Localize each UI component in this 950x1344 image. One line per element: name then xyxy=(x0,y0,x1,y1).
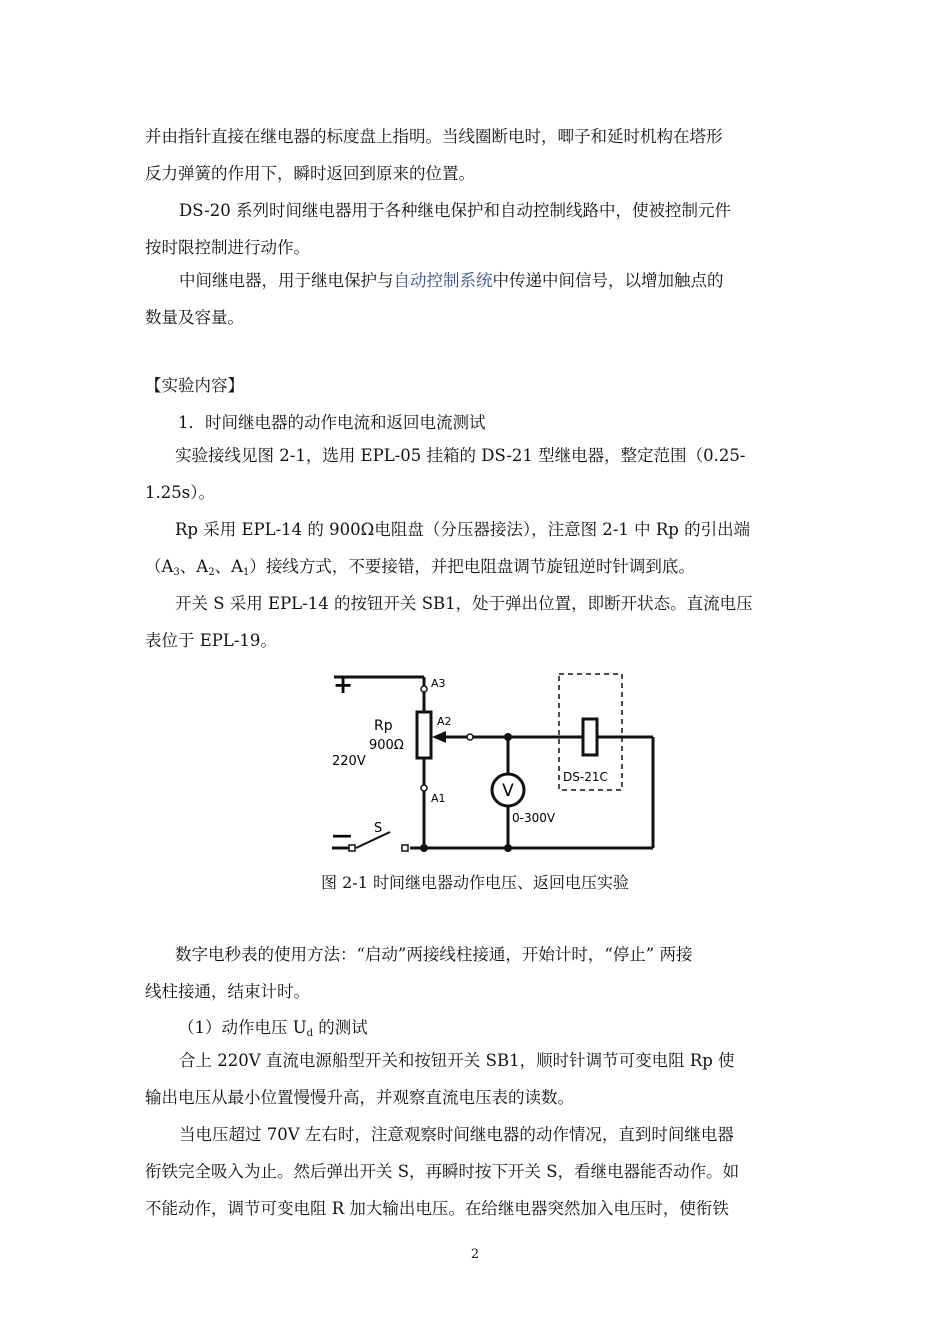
terminal-a2 xyxy=(467,734,473,740)
junction-dot xyxy=(504,733,512,741)
text-segment: ）接线方式，不要接错，并把电阻盘调节旋钮逆时针调到底。 xyxy=(249,557,695,576)
minus-label: — xyxy=(332,823,352,847)
paragraph-close-switch xyxy=(145,1042,809,1116)
paragraph-intermediate-relay xyxy=(145,262,809,336)
text-segment: 、A xyxy=(179,557,209,576)
subscript: 1 xyxy=(243,567,250,578)
terminal-a1 xyxy=(421,785,427,791)
text-line: 衔铁完全吸入为止。然后弹出开关 S，再瞬时按下开关 S，看继电器能否动作。如 xyxy=(145,1162,740,1181)
switch-s-label: S xyxy=(374,821,383,836)
page-number: 2 xyxy=(470,1247,480,1262)
paragraph-rp-resistor xyxy=(145,511,809,591)
text-line: 按时限控制进行动作。 xyxy=(145,238,310,257)
text-line: 表位于 EPL-19。 xyxy=(145,631,277,650)
switch-s-blade xyxy=(356,832,390,848)
auto-control-system-link[interactable]: 自动控制系统 xyxy=(393,271,493,290)
rp-label: Rp xyxy=(374,718,393,734)
item-heading-time-relay-test: 1．时间继电器的动作电流和返回电流测试 xyxy=(178,413,486,432)
resistor-rp xyxy=(417,712,431,758)
text-segment: 中传递中间信号，以增加触点的 xyxy=(492,271,724,290)
a2-label: A2 xyxy=(437,715,452,728)
text-line: Rp 采用 EPL-14 的 900Ω电阻盘（分压器接法），注意图 2-1 中 Rp 的引出端 xyxy=(175,520,751,539)
text-line: 合上 220V 直流电源船型开关和按钮开关 SB1，顺时针调节可变电阻 Rp 使 xyxy=(179,1051,735,1070)
text-line: 数字电秒表的使用方法：“启动”两接线柱接通，开始计时，“停止” 两接 xyxy=(175,945,693,964)
text-line: DS-20 系列时间继电器用于各种继电保护和自动控制线路中，使被控制元件 xyxy=(179,201,731,220)
paragraph-voltage-70v xyxy=(145,1116,809,1227)
wiper-arrow xyxy=(432,731,446,743)
voltmeter-range-label: 0-300V xyxy=(512,811,556,825)
subscript: 2 xyxy=(208,567,215,578)
paragraph-switch-s xyxy=(145,585,809,659)
text-line: 数量及容量。 xyxy=(145,308,244,327)
a1-label: A1 xyxy=(431,792,446,805)
voltage-220v-label: 220V xyxy=(332,754,366,769)
text-segment: 的测试 xyxy=(313,1018,368,1037)
text-segment: 、A xyxy=(214,557,244,576)
text-line: 实验接线见图 2-1，选用 EPL-05 挂箱的 DS-21 型继电器，整定范围（0.25- xyxy=(175,446,746,465)
paragraph-stopwatch xyxy=(145,936,809,1010)
text-line: 并由指针直接在继电器的标度盘上指明。当线圈断电时，唧子和延时机构在塔形 xyxy=(145,127,723,146)
relay-coil xyxy=(583,719,597,755)
text-segment: （1）动作电压 U xyxy=(178,1018,307,1037)
paragraph-ds20-series xyxy=(145,192,809,266)
text-line: 线柱接通，结束计时。 xyxy=(145,982,310,1001)
subscript: 3 xyxy=(173,567,180,578)
a3-label: A3 xyxy=(431,677,446,690)
relay-ds21c-label: DS-21C xyxy=(563,770,608,784)
subscript: d xyxy=(306,1028,314,1039)
text-line: 当电压超过 70V 左右时，注意观察时间继电器的动作情况，直到时间继电器 xyxy=(179,1125,734,1144)
plus-label: + xyxy=(333,671,354,699)
section-heading-experiment-content: 【实验内容】 xyxy=(145,376,244,395)
text-line: 反力弹簧的作用下，瞬时返回到原来的位置。 xyxy=(145,164,475,183)
paragraph-wiring xyxy=(145,437,809,511)
text-line: 不能动作，调节可变电阻 R 加大输出电压。在给继电器突然加入电压时，使衔铁 xyxy=(145,1199,729,1218)
figure-caption: 图 2-1 时间继电器动作电压、返回电压实验 xyxy=(321,873,629,892)
voltmeter-v-label: V xyxy=(502,781,514,801)
item-heading-operating-voltage xyxy=(178,1014,368,1039)
text-line: 1.25s）。 xyxy=(145,483,215,502)
text-line: 输出电压从最小位置慢慢升高，并观察直流电压表的读数。 xyxy=(145,1088,574,1107)
text-line: 开关 S 采用 EPL-14 的按钮开关 SB1，处于弹出位置，即断开状态。直流电压 xyxy=(175,594,753,613)
switch-terminal-right xyxy=(402,845,408,851)
paragraph-relay-return xyxy=(145,118,809,192)
junction-dot xyxy=(420,844,428,852)
text-line xyxy=(145,262,809,299)
circuit-diagram-figure xyxy=(322,660,662,862)
terminal-a3 xyxy=(421,686,427,692)
text-segment: 中间继电器，用于继电保护与 xyxy=(179,271,394,290)
resistance-label: 900Ω xyxy=(369,738,404,753)
junction-dot xyxy=(504,844,512,852)
text-segment: （A xyxy=(145,557,174,576)
